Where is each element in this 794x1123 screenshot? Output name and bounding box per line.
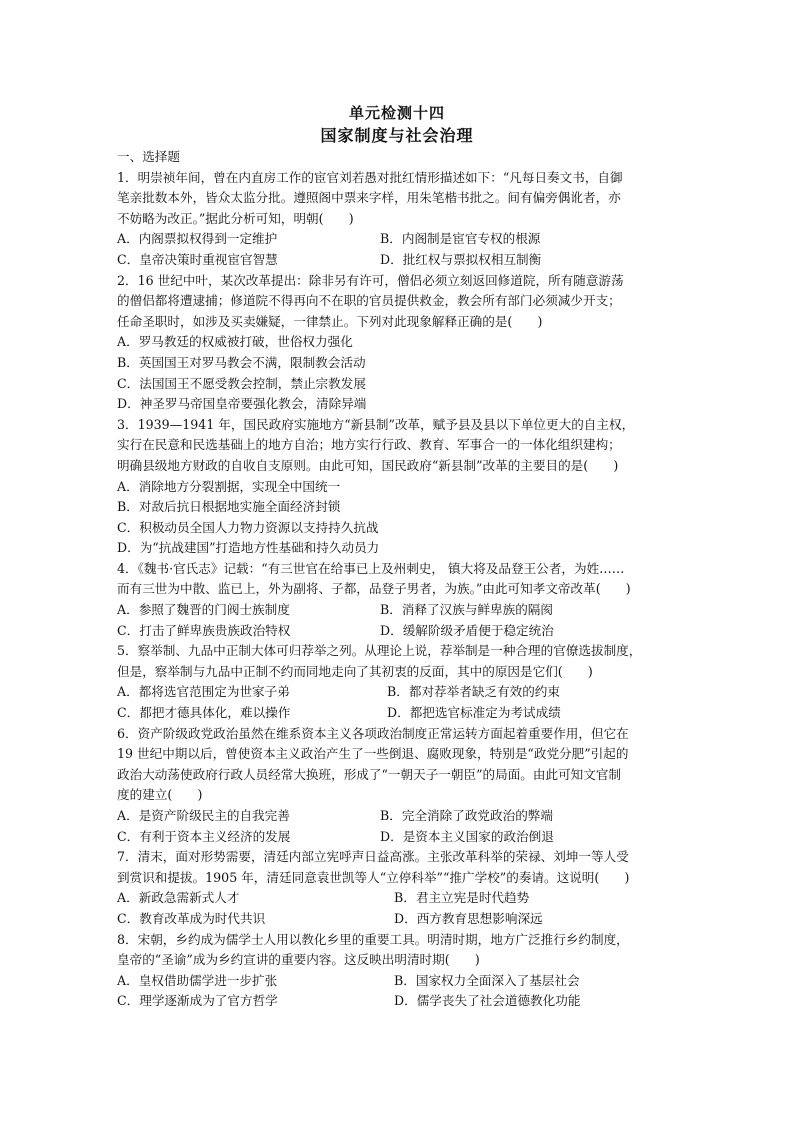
question-5-option-c: C．都把才德具体化，难以操作 (117, 705, 291, 721)
question-2-line-3: 任命圣职时，如涉及买卖嫌疑，一律禁止。下列对此现象解释正确的是( ) (117, 313, 543, 329)
question-8-option-c: C．理学逐渐成为了官方哲学 (117, 993, 278, 1009)
question-8-options-row-2 (117, 991, 677, 1012)
question-3-line-1: 3．1939—1941 年，国民政府实施地方“新县制”改革，赋予县及县以下单位更大的自主权， (117, 416, 635, 432)
question-7-option-b: B．君主立宪是时代趋势 (394, 890, 530, 906)
question-3-line-3: 明确县级地方财政的自收自支原则。由此可知，国民政府“新县制”改革的主要目的是( ) (117, 457, 619, 473)
doc-title: 单元检测十四 (348, 104, 445, 122)
question-5-line-2: 但是，察举制与九品中正制不约而同地走向了其初衷的反面，其中的原因是它们( ) (117, 663, 593, 679)
question-6-option-c: C．有利于资本主义经济的发展 (117, 828, 291, 844)
question-6-line-3: 政治大动荡使政府行政人员经常大换班，形成了“一朝天子一朝臣”的局面。由此可知文官制 (117, 766, 622, 782)
question-1-option-a: A．内阁票拟权得到一定维护 (117, 231, 278, 247)
question-2-line-2: 的僧侣都将遭逮捕；修道院不得再向不在职的官员提供救金，教会所有部门必须减少开支； (117, 293, 621, 309)
question-1-option-c: C．皇帝决策时重视宦官智慧 (117, 251, 278, 267)
question-6-options-row-1 (117, 806, 677, 827)
question-4-option-d: D．缓解阶级矛盾便于稳定统治 (380, 622, 554, 638)
question-7-option-a: A．新政急需新式人才 (117, 890, 240, 906)
question-2-line-1: 2．16 世纪中叶，某次改革提出：除非另有许可，僧侣必须立刻返回修道院，所有随意游荡 (117, 272, 624, 288)
question-2-option-d: D．神圣罗马帝国皇帝要强化教会，清除异端 (117, 396, 367, 412)
question-6-line-4: 度的建立( ) (117, 787, 203, 803)
question-4-line-2: 而有三世为中散、监已上，外为副将、子都，品登子男者，为族。”由此可知孝文帝改革( ) (117, 581, 631, 597)
question-6-line-1: 6．资产阶级政党政治虽然在维系资本主义各项政治制度正常运转方面起着重要作用，但它在 (117, 725, 629, 741)
question-8-option-a: A．皇权借助儒学进一步扩张 (117, 972, 278, 988)
question-3-option-a: A．消除地方分裂割据，实现全中国统一 (117, 478, 341, 494)
question-6-option-b: B．完全消除了政党政治的弊端 (380, 808, 553, 823)
question-8-options-row-1 (117, 971, 677, 992)
question-3-option-b: B．对敌后抗日根据地实施全面经济封锁 (117, 499, 341, 515)
question-5-options-row-2 (117, 703, 677, 724)
question-8-line-1: 8．宋朝，乡约成为儒学士人用以教化乡里的重要工具。明清时期，地方广泛推行乡约制度， (117, 931, 629, 947)
section-heading: 一、选择题 (117, 149, 180, 164)
question-3-option-c: C．积极动员全国人力物力资源以支持持久抗战 (117, 519, 379, 535)
question-5-options-row-1 (117, 682, 677, 703)
question-4-option-b: B．消释了汉族与鲜卑族的隔阂 (380, 602, 553, 618)
question-3-line-2: 实行在民意和民选基础上的地方自治；地方实行行政、教育、军事合一的一体化组织建构； (117, 437, 621, 453)
question-5-option-b: B．都对荐举者缺乏有效的约束 (387, 684, 560, 700)
question-6-line-2: 19 世纪中期以后，曾使资本主义政治产生了一些倒退、腐败现象，特别是“政党分肥”引起的 (117, 746, 629, 762)
question-7-line-2: 到赏识和提拔。1905 年，清廷同意袁世凯等人“立停科举”“推广学校”的奏请。这说明( ) (117, 869, 630, 885)
question-6-options-row-2 (117, 827, 677, 848)
question-5-option-d: D．都把选官标准定为考试成绩 (387, 705, 561, 721)
question-7-options-row-2 (117, 909, 677, 930)
question-1-options-row-2 (117, 250, 677, 271)
question-8-line-2: 皇帝的“圣谕”成为乡约宣讲的重要内容。这反映出明清时期( ) (117, 952, 480, 968)
question-4-options-row-2 (117, 621, 677, 642)
question-1-options-row-1 (117, 229, 677, 250)
question-3-option-d: D．为“抗战建国”打造地方性基础和持久动员力 (117, 540, 380, 556)
question-6-option-a: A．是资产阶级民主的自我完善 (117, 808, 290, 823)
question-4-options-row-1 (117, 600, 677, 621)
question-1-line-1: 1．明崇祯年间，曾在内直房工作的宦官刘若愚对批红情形描述如下：“凡每日奏文书，自御 (117, 169, 623, 185)
doc-subtitle: 国家制度与社会治理 (320, 126, 474, 145)
question-7-option-c: C．教育改革成为时代共识 (117, 910, 266, 926)
question-5-line-1: 5．察举制、九品中正制大体可归荐举之列。从理论上说，荐举制是一种合理的官僚选拔制度， (117, 643, 642, 659)
question-7-options-row-1 (117, 888, 677, 909)
question-6-option-d: D．是资本主义国家的政治倒退 (380, 828, 554, 844)
question-content (117, 147, 677, 1012)
question-2-option-a: A．罗马教廷的权威被打破，世俗权力强化 (117, 334, 353, 350)
question-7-line-1: 7．清末，面对形势需要，清廷内部立宪呼声日益高涨。主张改革科举的荣禄、刘坤一等人受 (117, 849, 629, 865)
question-2-option-c: C．法国国王不愿受教会控制，禁止宗教发展 (117, 375, 366, 391)
question-4-line-1: 4．《魏书·官氏志》记载：“有三世官在给事已上及州刺史， 镇大将及品登王公者，为姓…… (117, 560, 625, 576)
question-4-option-c: C．打击了鲜卑族贵族政治特权 (117, 622, 291, 638)
question-8-option-b: B．国家权力全面深入了基层社会 (394, 972, 580, 988)
question-1-option-d: D．批红权与票拟权相互制衡 (380, 251, 542, 267)
question-1-option-b: B．内阁制是宦官专权的根源 (380, 231, 541, 247)
question-1-line-2: 笔亲批数本外，皆众太监分批。遵照阁中票来字样，用朱笔楷书批之。间有偏旁偶讹者，亦 (117, 190, 621, 206)
question-7-option-d: D．西方教育思想影响深远 (394, 910, 543, 926)
question-2-option-b: B．英国国王对罗马教会不满，限制教会活动 (117, 354, 366, 370)
question-8-option-d: D．儒学丧失了社会道德教化功能 (394, 993, 581, 1009)
question-4-option-a: A．参照了魏晋的门阀士族制度 (117, 602, 290, 618)
question-1-line-3: 不妨略为改正。”据此分析可知，明朝( ) (117, 210, 354, 226)
question-5-option-a: A．都将选官范围定为世家子弟 (117, 684, 290, 700)
